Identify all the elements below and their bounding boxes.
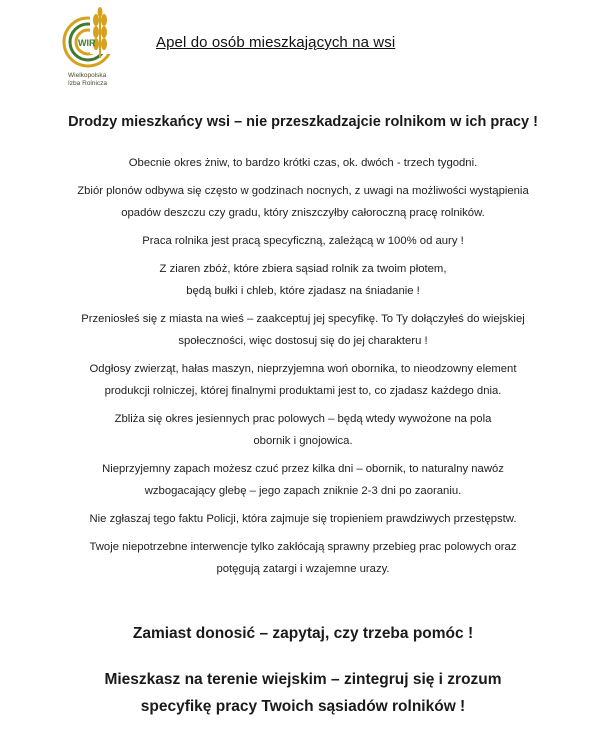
paragraph-line: Przeniosłeś się z miasta na wieś – zaakceptuj jej specyfikę. To Ty dołączyłeś do wiejskiej (81, 313, 525, 325)
closing-line-1: Zamiast donosić – zapytaj, czy trzeba pomóc ! (132, 625, 474, 642)
paragraph-line: Nieprzyjemny zapach możesz czuć przez kilka dni – obornik, to naturalny nawóz (102, 463, 504, 475)
logo-mark: WIR (78, 38, 96, 48)
logo-caption-line1: Wielkopolska (68, 72, 107, 79)
paragraph (30, 230, 576, 252)
wheat-rings-icon (56, 6, 126, 72)
paragraph-line: Zbliża się okres jesiennych prac polowych – będą wtedy wywożone na pola (114, 413, 492, 425)
page-title: Apel do osób mieszkających na wsi (156, 34, 396, 51)
closing-line-2a: Mieszkasz na terenie wiejskim – zintegruj się i zrozum (104, 671, 502, 688)
paragraph (30, 308, 576, 352)
paragraph-line: Obecnie okres żniw, to bardzo krótki czas, ok. dwóch - trzech tygodni. (128, 157, 478, 169)
paragraph (30, 180, 576, 224)
paragraph (30, 358, 576, 402)
paragraph-line: opadów deszczu czy gradu, który zniszczyłby całoroczną pracę rolników. (121, 207, 485, 219)
paragraph (30, 258, 576, 302)
paragraph (30, 508, 576, 530)
closing-line-2b: specyfikę pracy Twoich sąsiadów rolników ! (140, 698, 466, 715)
subtitle: Drodzy mieszkańcy wsi – nie przeszkadzajcie rolnikom w ich pracy ! (68, 114, 538, 130)
paragraph-line: Nie zgłaszaj tego faktu Policji, która zajmuje się tropieniem prawdziwych przestępstw. (89, 513, 517, 525)
paragraph (30, 536, 576, 580)
paragraph (30, 458, 576, 502)
paragraph-line: społeczności, więc dostosuj się do jej charakteru ! (178, 335, 428, 347)
paragraph-line: obornik i gnojowica. (253, 435, 353, 447)
paragraph-line: potęgują zatargi i wzajemne urazy. (216, 563, 390, 575)
paragraph-line: Praca rolnika jest pracą specyficzną, zależącą w 100% od aury ! (142, 235, 464, 247)
paragraph-line: Z ziaren zbóż, które zbiera sąsiad rolnik za twoim płotem, (159, 263, 447, 275)
paragraph (30, 152, 576, 174)
paragraph-line: Zbiór plonów odbywa się często w godzinach nocnych, z uwagi na możliwości wystąpienia (77, 185, 529, 197)
appeal-body (30, 152, 576, 586)
paragraph-line: produkcji rolniczej, której finalnymi produktami jest to, co zjadasz każdego dnia. (104, 385, 502, 397)
paragraph-line: będą bułki i chleb, które zjadasz na śniadanie ! (186, 285, 420, 297)
logo-caption-line2: Izba Rolnicza (68, 79, 108, 87)
logo-caption (68, 72, 124, 87)
paragraph-line: Twoje niepotrzebne interwencje tylko zakłócają sprawny przebieg prac polowych oraz (89, 541, 517, 553)
wir-logo (56, 6, 126, 92)
paragraph-line: wzbogacający glebę – jego zapach zniknie 2-3 dni po zaoraniu. (144, 485, 462, 497)
paragraph (30, 408, 576, 452)
closing-statement (0, 666, 606, 720)
paragraph-line: Odgłosy zwierząt, hałas maszyn, nieprzyjemna woń obornika, to nieodzowny element (89, 363, 517, 375)
